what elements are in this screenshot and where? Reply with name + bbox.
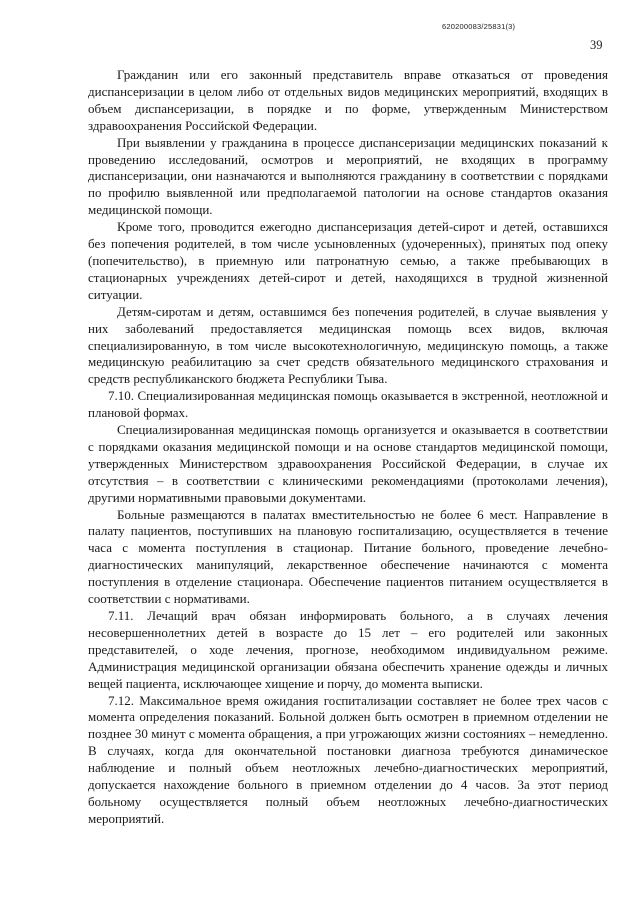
paragraph-orphans-exam: Кроме того, проводится ежегодно диспансеризация детей-сирот и детей, оставшихся без попечения родителей, в том числе усыновленных (удочеренных), принятых под опеку (попечительство), в приемную или патронатную семью, а также пребывающих в стационарных учреждениях детей-сирот и детей, находящихся в трудной жизненной ситуации.	[88, 219, 608, 302]
paragraph-specialized-care: Специализированная медицинская помощь организуется и оказывается в соответствии с порядками оказания медицинской помощи и на основе стандартов медицинской помощи, утвержденных Министерством здравоохранения Российской Федерации, в случае их отсутствия – в соответствии с клиническими рекомендациями (протоколами лечения), другими нормативными правовыми документами.	[88, 422, 608, 505]
paragraph-refusal: Гражданин или его законный представитель вправе отказаться от проведения диспансеризации в целом либо от отдельных видов медицинских мероприятий, входящих в объем диспансеризации, в порядке и по форме, утвержденным Министерством здравоохранения Российской Федерации.	[88, 67, 608, 133]
paragraph-indications: При выявлении у гражданина в процессе диспансеризации медицинских показаний к проведению исследований, осмотров и мероприятий, не входящих в программу диспансеризации, они назначаются и выполняются гражданину в соответствии с порядками по профилю выявленной или предполагаемой патологии на основе стандартов оказания медицинской помощи.	[88, 134, 608, 218]
document-id: 620200083/25831(3)	[442, 22, 516, 31]
paragraph-wards: Больные размещаются в палатах вместительностью не более 6 мест. Направление в палату пациентов, поступивших на плановую госпитализацию, осуществляется в течение часа с момента поступления в стационар. Питание больного, проведение лечебно-диагностических манипуляций, лекарственное обеспечение начинаются с момента поступления в отделение стационара. Обеспечение пациентов питанием осуществляется в соответствии с нормативами.	[88, 506, 608, 607]
document-body	[88, 67, 608, 828]
paragraph-orphans-care: Детям-сиротам и детям, оставшимся без попечения родителей, в случае выявления у них заболеваний предоставляется медицинская помощь всех видов, включая специализированную, в том числе высокотехнологичную, медицинскую помощь, а также медицинскую реабилитацию за счет средств обязательного медицинского страхования и средств республиканского бюджета Республики Тыва.	[88, 303, 608, 387]
clause-7-11: 7.11. Лечащий врач обязан информировать больного, а в случаях лечения несовершеннолетних детей в возрасте до 15 лет – его родителей или законных представителей, о ходе лечения, прогнозе, необходимом индивидуальном режиме. Администрация медицинской организации обязана обеспечить хранение одежды и личных вещей пациента, исключающее хищение и порчу, до момента выписки.	[88, 608, 608, 691]
clause-7-12: 7.12. Максимальное время ожидания госпитализации составляет не более трех часов с момента определения показаний. Больной должен быть осмотрен в приемном отделении не позднее 30 минут с момента обращения, а при угрожающих жизни состояниях – немедленно. В случаях, когда для окончательной постановки диагноза требуются динамическое наблюдение и полный объем неотложных лечебно-диагностических мероприятий, допускается нахождение больного в приемном отделении до 4 часов. За этот период больному осуществляется полный объем неотложных лечебно-диагностических мероприятий.	[88, 692, 608, 826]
page-number: 39	[590, 38, 603, 52]
clause-7-10: 7.10. Специализированная медицинская помощь оказывается в экстренной, неотложной и плановой формах.	[88, 388, 608, 421]
